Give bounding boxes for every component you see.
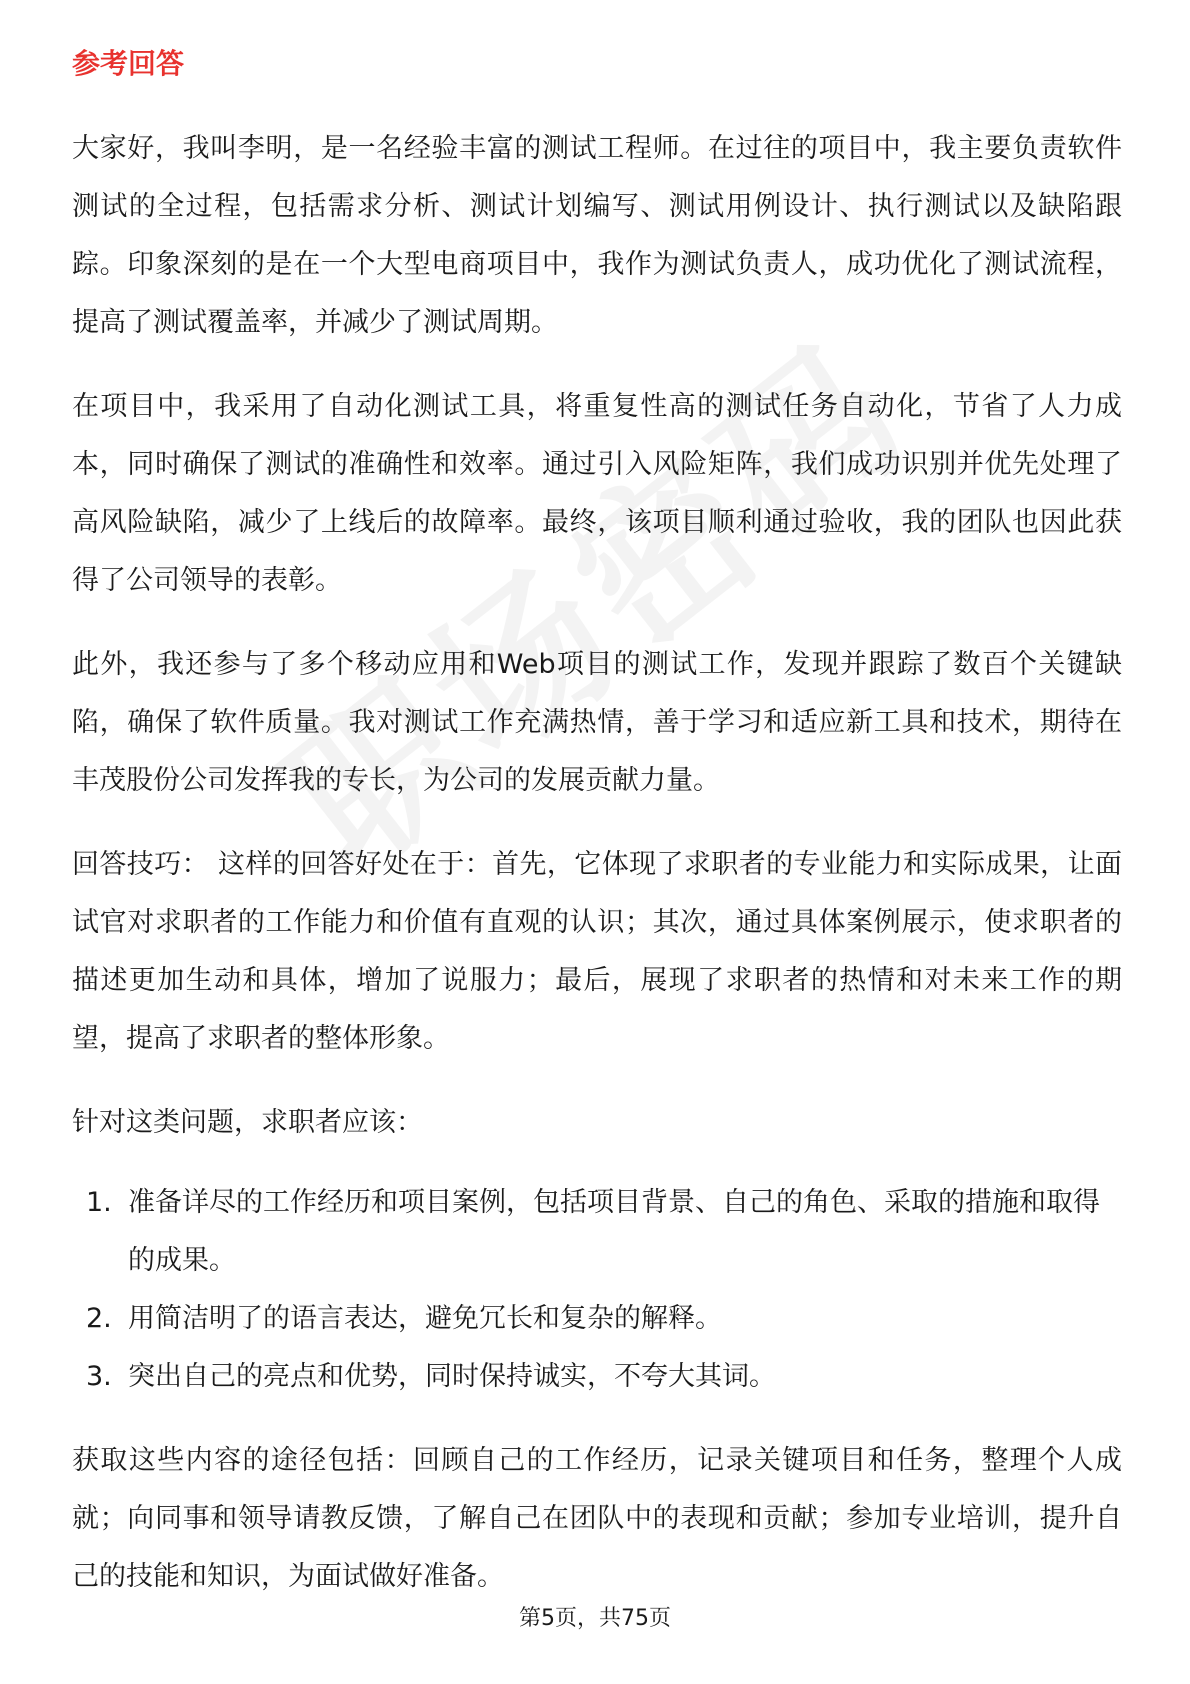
list-number: 2. xyxy=(86,1303,112,1334)
document-page xyxy=(72,44,1122,1632)
list-number: 3. xyxy=(86,1361,112,1392)
paragraph-closing: 获取这些内容的途径包括：回顾自己的工作经历，记录关键项目和任务，整理个人成就；向同事和领导请教反馈，了解自己在团队中的表现和贡献；参加专业培训，提升自己的技能和知识，为面试做好准备。 xyxy=(72,1445,1122,1592)
list-item xyxy=(72,1290,1122,1348)
paragraph-extra: 此外，我还参与了多个移动应用和Web项目的测试工作，发现并跟踪了数百个关键缺陷，确保了软件质量。我对测试工作充满热情，善于学习和适应新工具和技术，期待在丰茂股份公司发挥我的专长，为公司的发展贡献力量。 xyxy=(72,649,1122,796)
page-number: 第5页，共75页 xyxy=(519,1606,671,1631)
paragraph-list-intro: 针对这类问题，求职者应该： xyxy=(72,1107,423,1138)
section-heading: 参考回答 xyxy=(72,47,185,80)
advice-list xyxy=(72,1174,1122,1406)
paragraph-project: 在项目中，我采用了自动化测试工具，将重复性高的测试任务自动化，节省了人力成本，同时确保了测试的准确性和效率。通过引入风险矩阵，我们成功识别并优先处理了高风险缺陷，减少了上线后的故障率。最终，该项目顺利通过验收，我的团队也因此获得了公司领导的表彰。 xyxy=(72,391,1122,596)
list-number: 1. xyxy=(86,1187,112,1218)
list-text: 准备详尽的工作经历和项目案例，包括项目背景、自己的角色、采取的措施和取得的成果。 xyxy=(128,1187,1100,1276)
list-text: 突出自己的亮点和优势，同时保持诚实，不夸大其词。 xyxy=(128,1361,776,1392)
list-text: 用简洁明了的语言表达，避免冗长和复杂的解释。 xyxy=(128,1303,722,1334)
list-item xyxy=(72,1348,1122,1406)
paragraph-tips: 回答技巧： 这样的回答好处在于：首先，它体现了求职者的专业能力和实际成果，让面试官对求职者的工作能力和价值有直观的认识；其次，通过具体案例展示，使求职者的描述更加生动和具体，增加了说服力；最后，展现了求职者的热情和对未来工作的期望，提高了求职者的整体形象。 xyxy=(72,849,1122,1054)
list-item xyxy=(72,1174,1122,1290)
paragraph-intro: 大家好，我叫李明，是一名经验丰富的测试工程师。在过往的项目中，我主要负责软件测试的全过程，包括需求分析、测试计划编写、测试用例设计、执行测试以及缺陷跟踪。印象深刻的是在一个大型电商项目中，我作为测试负责人，成功优化了测试流程，提高了测试覆盖率，并减少了测试周期。 xyxy=(72,133,1122,338)
